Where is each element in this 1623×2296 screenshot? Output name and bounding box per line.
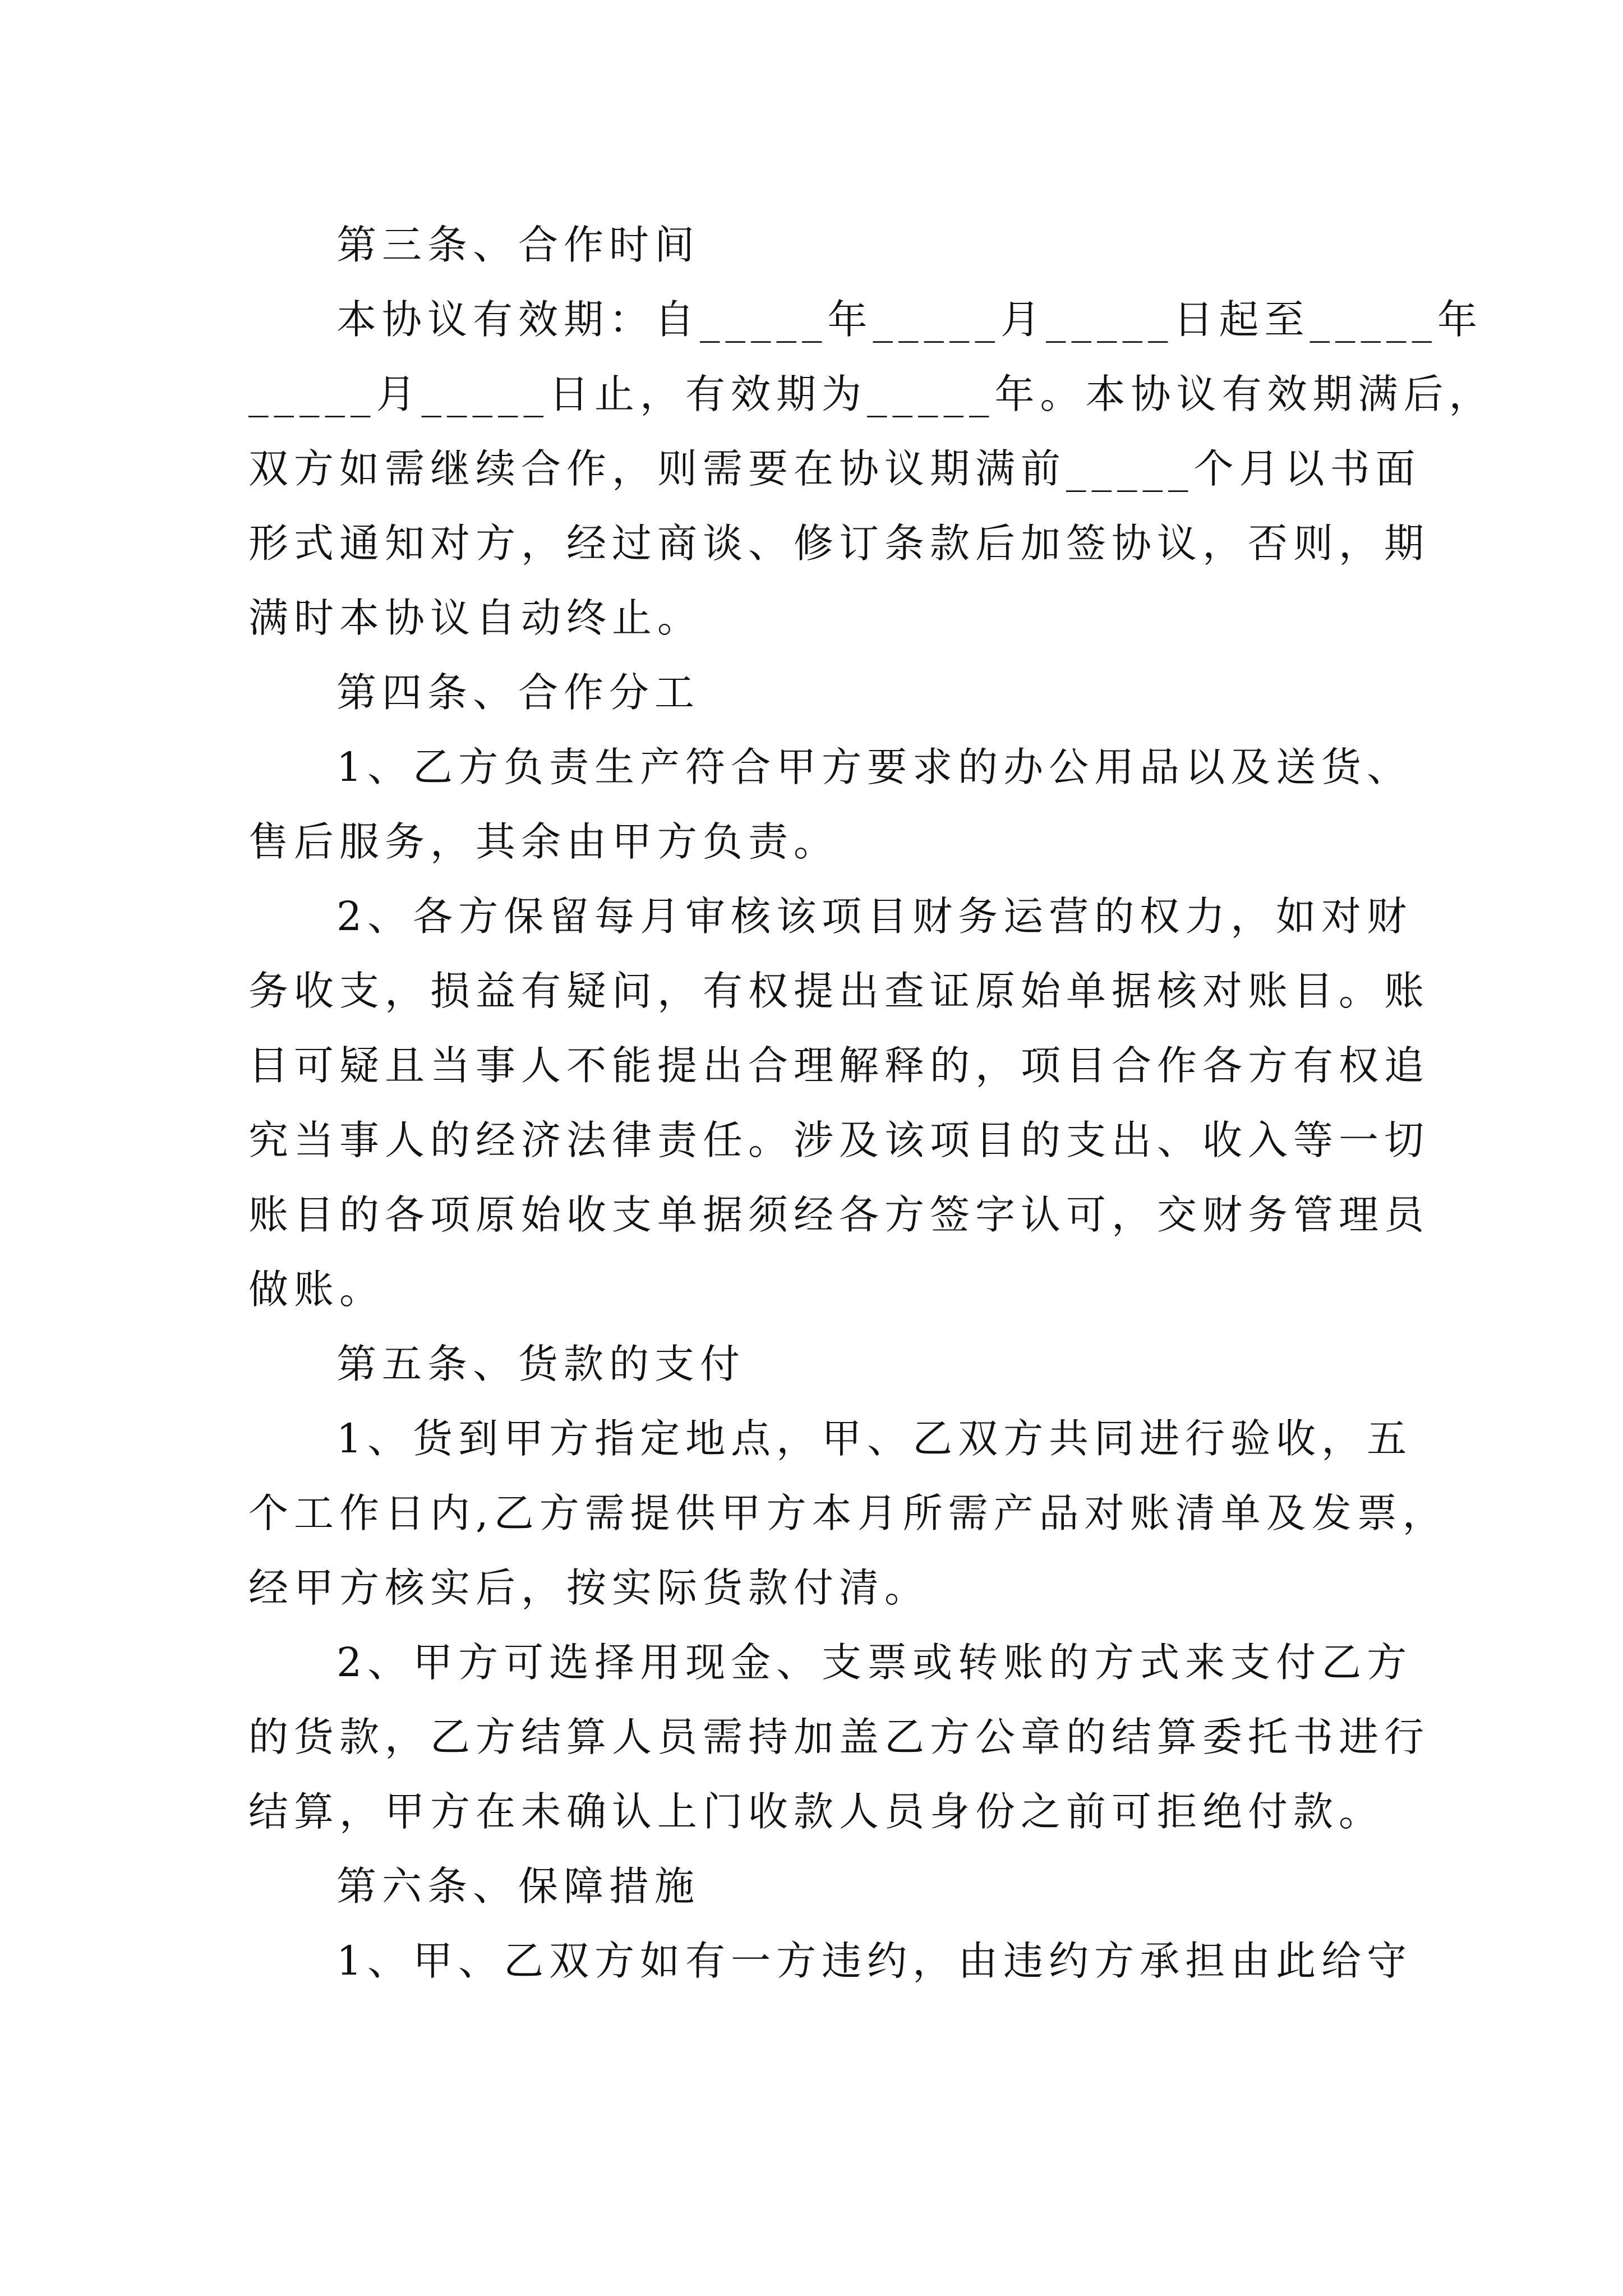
section-heading-article-4: 第四条、合作分工	[336, 669, 700, 716]
text-line: 结算，甲方在未确认上门收款人员身份之前可拒绝付款。	[248, 1788, 1385, 1835]
text-line: 的货款，乙方结算人员需持加盖乙方公章的结算委托书进行	[248, 1714, 1430, 1760]
text-line: 1、甲、乙双方如有一方违约，由违约方承担由此给守	[336, 1938, 1413, 1984]
text-line: 账目的各项原始收支单据须经各方签字认可，交财务管理员	[248, 1191, 1430, 1238]
text-line: 本协议有效期：自_____年_____月_____日起至_____年	[336, 296, 1483, 343]
text-line: 2、各方保留每月审核该项目财务运营的权力，如对财	[336, 893, 1413, 940]
text-line: 形式通知对方，经过商谈、修订条款后加签协议，否则，期	[248, 520, 1430, 567]
text-line: 满时本协议自动终止。	[248, 595, 703, 641]
text-line: 做账。	[248, 1266, 385, 1313]
text-line: 目可疑且当事人不能提出合理解释的，项目合作各方有权追	[248, 1042, 1430, 1089]
text-line: _____月_____日止，有效期为_____年。本协议有效期满后，	[248, 371, 1495, 417]
text-line: 售后服务，其余由甲方负责。	[248, 818, 840, 865]
text-line: 务收支，损益有疑问，有权提出查证原始单据核对账目。账	[248, 968, 1430, 1014]
text-line: 双方如需继续合作，则需要在协议期满前_____个月以书面	[248, 445, 1421, 492]
text-line: 1、货到甲方指定地点，甲、乙双方共同进行验收，五	[336, 1415, 1413, 1462]
text-line: 究当事人的经济法律责任。涉及该项目的支出、收入等一切	[248, 1117, 1430, 1163]
text-line: 个工作日内,乙方需提供甲方本月所需产品对账清单及发票，	[248, 1490, 1448, 1536]
text-line: 经甲方核实后，按实际货款付清。	[248, 1565, 930, 1611]
section-heading-article-3: 第三条、合作时间	[336, 222, 700, 268]
text-line: 2、甲方可选择用现金、支票或转账的方式来支付乙方	[336, 1639, 1413, 1686]
section-heading-article-5: 第五条、货款的支付	[336, 1341, 746, 1387]
text-line: 1、乙方负责生产符合甲方要求的办公用品以及送货、	[336, 744, 1413, 790]
section-heading-article-6: 第六条、保障措施	[336, 1863, 700, 1910]
